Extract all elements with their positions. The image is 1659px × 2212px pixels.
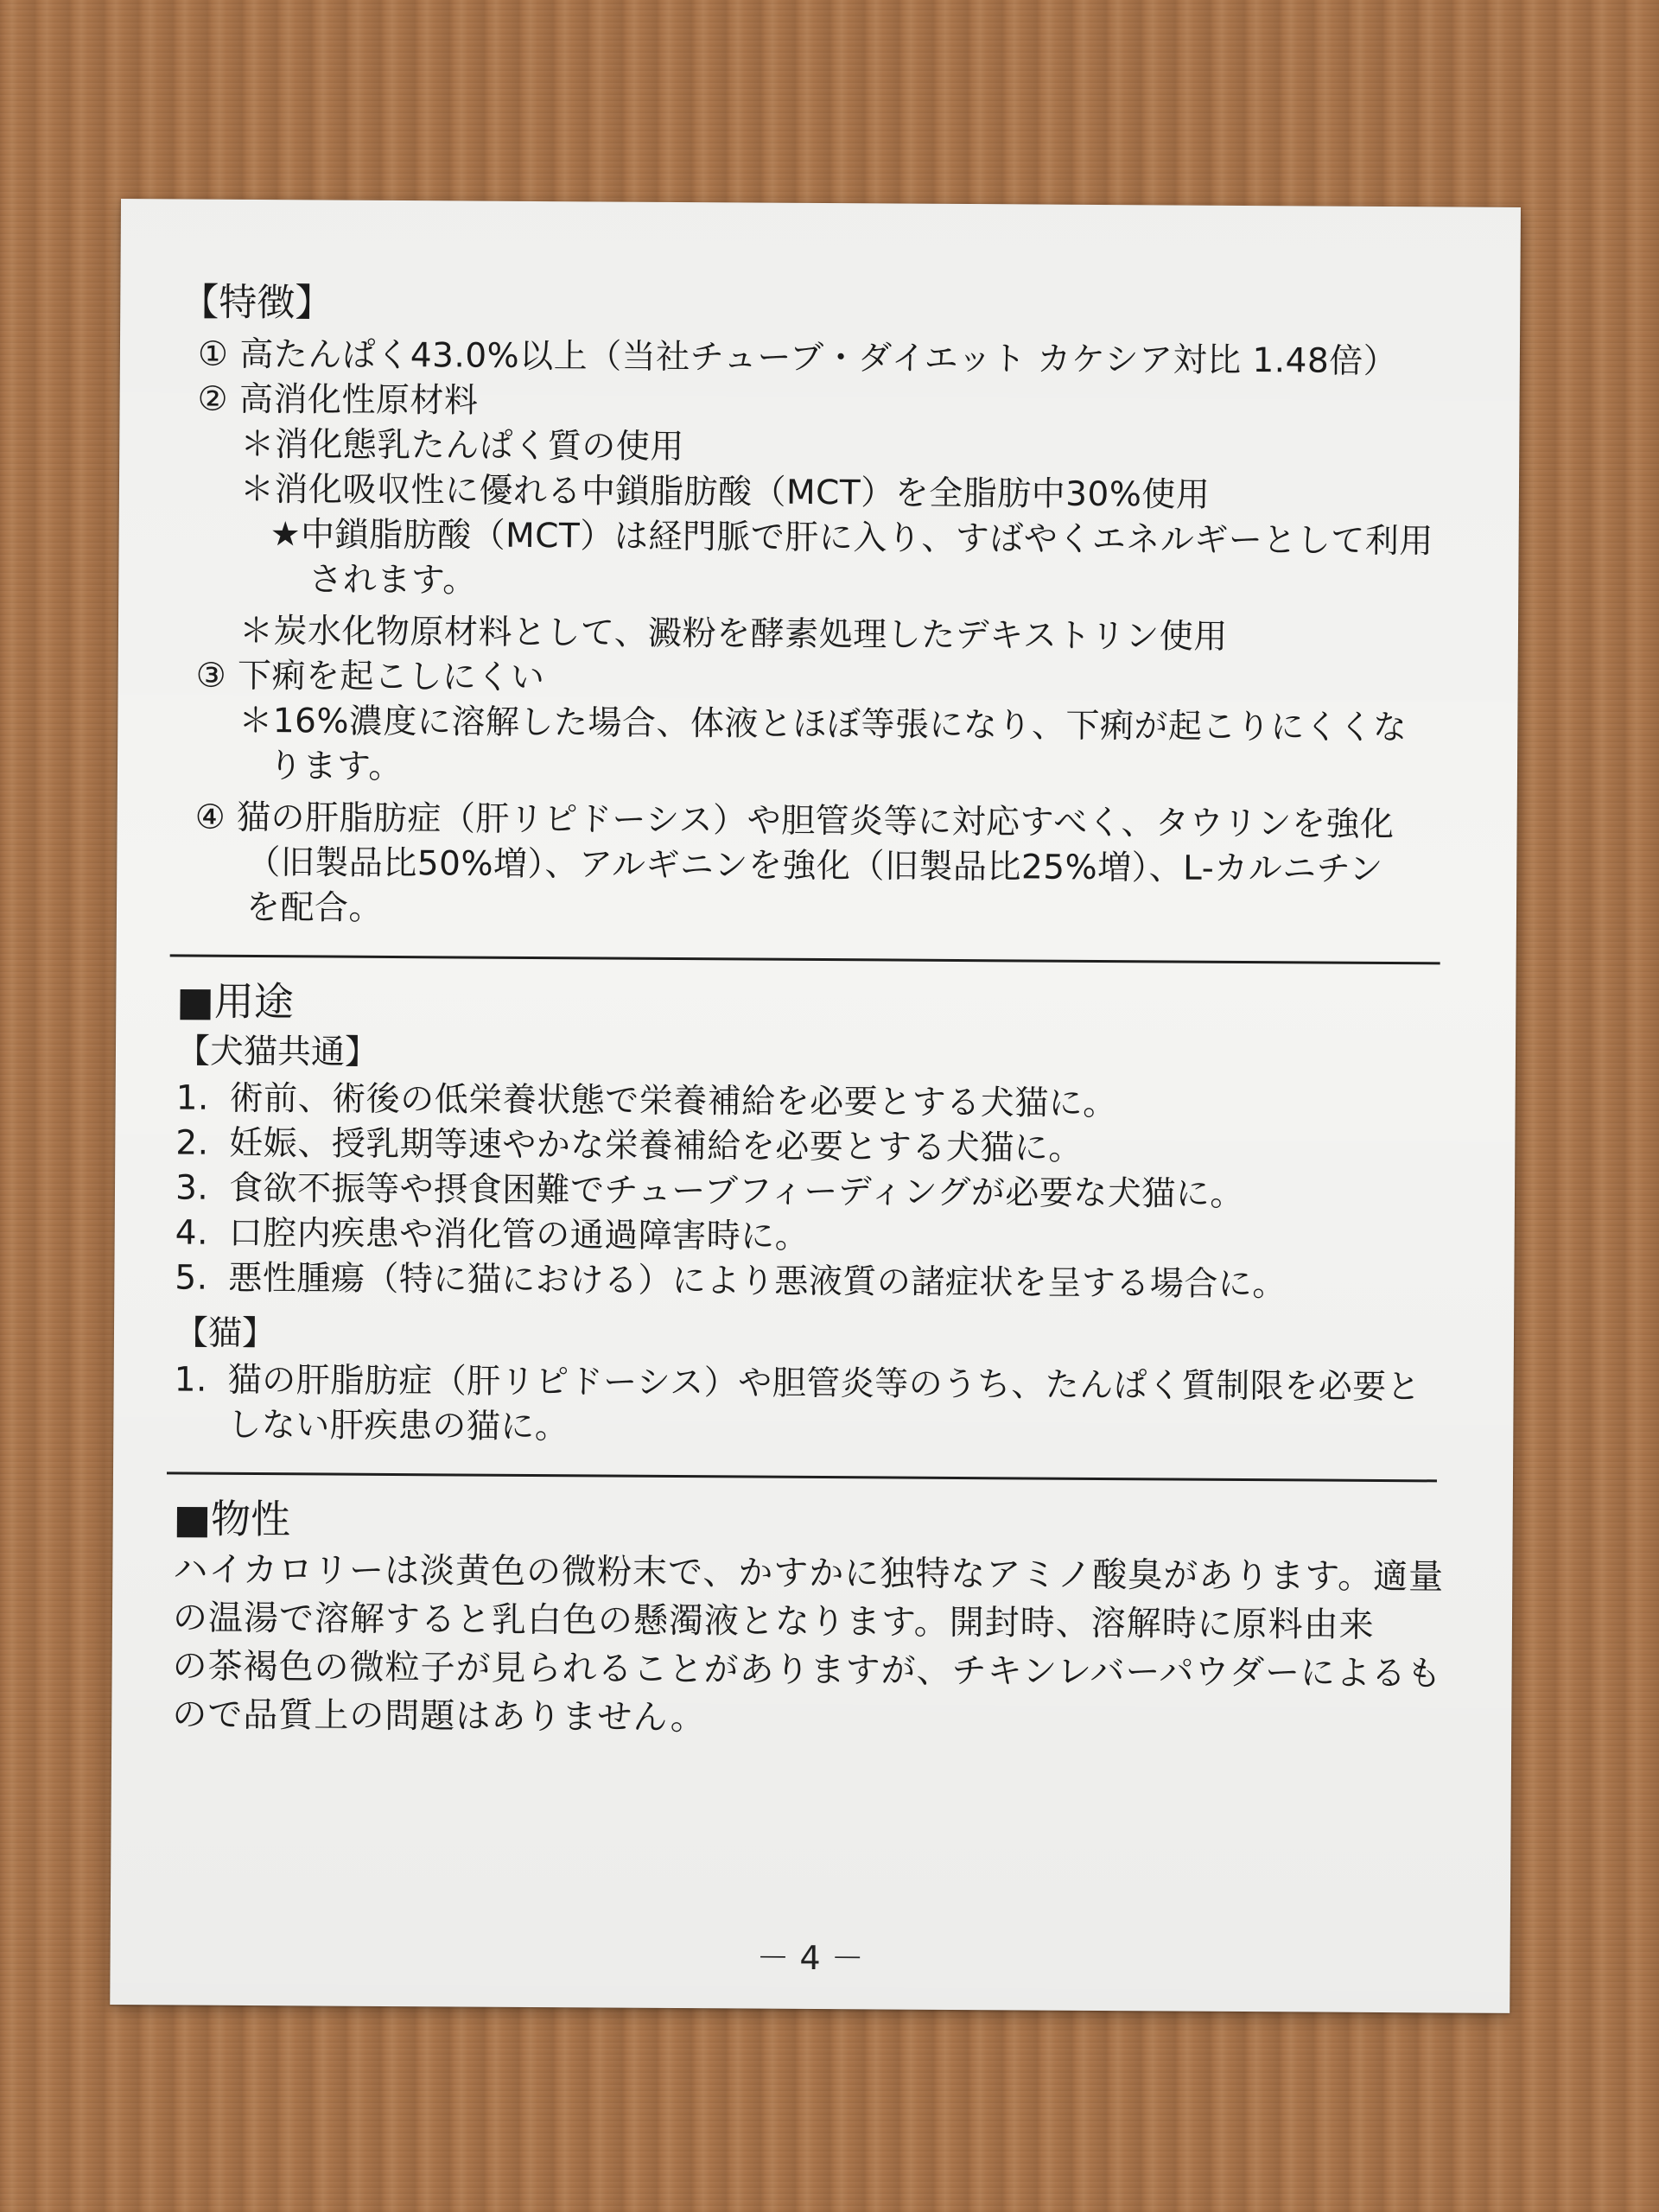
usage-item [175,1121,1446,1173]
features-line: ② 高消化性原材料 [197,379,479,421]
usage-common-heading: 【犬猫共通】 [175,1032,379,1072]
section-divider [170,954,1440,964]
properties-line: ので品質上の問題はありません。 [172,1694,706,1738]
features-line: されます。 [308,560,477,601]
item-text: 口腔内疾患や消化管の通過障害時に。 [228,1213,810,1256]
usage-item-continuation [174,1402,1444,1455]
item-text: 悪性腫瘍（特に猫における）により悪液質の諸症状を呈する場合に。 [228,1258,1287,1305]
item-number: 1. [174,1360,208,1400]
usage-item [175,1076,1446,1128]
item-number: 2. [175,1123,209,1163]
usage-item [175,1255,1445,1308]
usage-item [175,1211,1446,1263]
features-line: ＊炭水化物原材料として、澱粉を酵素処理したデキストリン使用 [238,611,1229,657]
features-line: （旧製品比50%増）、アルギニンを強化（旧製品比25%増）、L-カルニチン [246,842,1383,889]
item-text: 猫の肝脂肪症（肝リピドーシス）や胆管炎等のうち、たんぱく質制限を必要と [227,1360,1421,1408]
usage-heading: ■用途 [176,977,294,1026]
item-number: 4. [175,1213,209,1253]
features-line: を配合。 [245,887,384,928]
features-line: ★中鎖脂肪酸（MCT）は経門脈で肝に入り、すばやくエネルギーとして利用 [270,515,1433,562]
properties-line: ハイカロリーは淡黄色の微粉末で、かすかに独特なアミノ酸臭があります。適量 [173,1549,1445,1598]
features-line: ＊消化態乳たんぱく質の使用 [240,424,684,467]
item-text: 妊娠、授乳期等速やかな栄養補給を必要とする犬猫に。 [229,1123,1083,1168]
page-number: － 4 － [756,1938,864,1978]
features-line: ① 高たんぱく43.0%以上（当社チューブ・ダイエット カケシア対比 1.48倍） [197,334,1398,382]
properties-line: の茶褐色の微粒子が見られることがありますが、チキンレバーパウダーによるも [172,1646,1443,1694]
usage-cat-heading: 【猫】 [174,1313,276,1354]
document-page [110,199,1521,2013]
page-content [172,276,1451,1746]
usage-item [175,1357,1445,1410]
item-number: 1. [175,1078,210,1118]
item-text: 術前、術後の低栄養状態で栄養補給を必要とする犬猫に。 [229,1078,1117,1124]
features-line: ③ 下痢を起こしにくい [195,656,545,698]
item-text: しない肝疾患の猫に。 [227,1405,569,1447]
properties-line: の温湯で溶解すると乳白色の懸濁液となります。開封時、溶解時に原料由来 [172,1598,1375,1645]
item-number: 5. [175,1258,208,1298]
section-divider [167,1471,1437,1482]
features-line: ④ 猫の肝脂肪症（肝リピドーシス）や胆管炎等に対応すべく、タウリンを強化 [194,798,1395,845]
features-line: ＊消化吸収性に優れる中鎖脂肪酸（MCT）を全脂肪中30%使用 [239,469,1211,515]
usage-item [175,1166,1446,1218]
item-number: 3. [175,1168,209,1208]
features-heading: 【特徴】 [181,280,334,326]
features-line: ＊16%濃度に溶解した場合、体液とほぼ等張になり、下痢が起こりにくくな [238,701,1408,748]
item-text: 食欲不振等や摂食困難でチューブフィーディングが必要な犬猫に。 [228,1168,1245,1215]
properties-heading: ■物性 [173,1495,291,1543]
features-line: ります。 [268,747,404,787]
